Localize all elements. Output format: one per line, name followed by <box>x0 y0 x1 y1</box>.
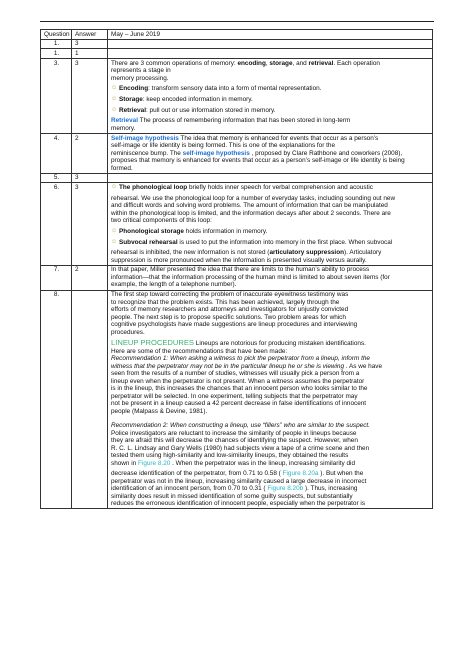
question-number: 1. <box>41 39 72 49</box>
text-line: not be present in a lineup caused a 42 percent decrease in false identifications of innocent <box>111 400 367 408</box>
text-line: perpetrator was not in the lineup, increasing similarity caused a large decrease in incorrect <box>111 477 367 485</box>
question-number: 3. <box>41 59 72 134</box>
table-row <box>41 59 433 134</box>
bullet-subvocal-rehearsal: ☺ Subvocal rehearsal is used to put the information into memory in the first place. When subvocal <box>111 238 393 246</box>
text-line: within the phonological loop is limited, and the information decays after about 2 seconds. There are <box>111 209 391 217</box>
question-number: 7. <box>41 265 72 290</box>
text-line: perpetrator will be selected. In one experiment, telling subjects that the perpetrator may <box>111 392 358 400</box>
text-line: proposes that memory is enhanced for events that occur as a person’s self-image or life identity is being <box>111 157 405 165</box>
question-number: 8. <box>41 290 72 509</box>
text-line: Here are some of the recommendations that have been made: <box>111 347 288 355</box>
text-line: information—that the information processing of the human mind is limited to about seven items (for <box>111 273 390 281</box>
bullet-retrieval: ☺ Retrieval: pull out or use information stored in memory. <box>111 106 276 114</box>
retrieval-definition: Retrieval The process of remembering information that has been stored in long-term <box>111 117 351 125</box>
memory-ops-text: There are 3 common operations of memory: encoding, storage, and retrieval. Each operation <box>111 59 380 67</box>
table-row <box>41 183 433 265</box>
explanation-cell <box>108 265 433 290</box>
explanation-cell <box>108 173 433 183</box>
top-rule <box>40 21 434 22</box>
answer-table <box>40 29 433 509</box>
text-line: Police investigators are reluctant to increase the similarity of people in lineups because <box>111 429 357 437</box>
answer-value <box>72 290 108 509</box>
table-row <box>41 290 433 509</box>
text-line: memory processing. <box>111 74 169 82</box>
explanation-cell <box>108 134 433 174</box>
figure-link[interactable]: Figure 8.20a <box>282 470 319 478</box>
recommendation-1: Recommendation 1: When asking a witness to pick the perpetrator from a lineup, inform the <box>111 355 370 363</box>
answer-value: 3 <box>72 173 108 183</box>
text-line: shown in Figure 8.20 . When the perpetrator was in the lineup, increasing similarity did <box>111 459 356 467</box>
answer-value: 3 <box>72 183 108 265</box>
answer-value: 3 <box>72 59 108 134</box>
text-line: R. C. L. Lindsay and Gary Wells (1980) had subjects view a tape of a crime scene and then <box>111 444 370 452</box>
text-line: represents a stage in <box>111 67 171 75</box>
text-line: they are afraid this will decrease the chances of identifying the suspect. However, when <box>111 437 358 445</box>
table-row <box>41 49 433 59</box>
header-answer: Answer <box>72 30 108 40</box>
explanation-cell <box>108 59 433 134</box>
text-line: example, the length of a telephone number). <box>111 281 237 289</box>
explanation-cell <box>108 183 433 265</box>
text-line: reduces the erroneous identification of innocent people, especially when the perpetrator is <box>111 500 366 508</box>
text-line: witness that the perpetrator may not be in the particular lineup he or she is viewing . As we have <box>111 362 383 370</box>
text-line: self-image or life identity is being formed. This is one of the explanations for the <box>111 142 336 150</box>
text-line: rehearsal. We use the phonological loop for a number of everyday tasks, including sounding out new <box>111 194 396 202</box>
bullet-encoding: ☺ Encoding: transform sensory data into a form of mental representation. <box>111 85 322 93</box>
recommendation-2: Recommendation 2: When constructing a lineup, use “fillers” who are similar to the suspect. <box>111 422 370 430</box>
text-line: In that paper, Miller presented the idea that there are limits to the human’s ability to process <box>111 266 370 274</box>
question-number: 4. <box>41 134 72 174</box>
text-line: people. The next step is to propose specific solutions. Two problem areas for which <box>111 313 346 321</box>
text-line: reminiscence bump. The self-image hypothesis , proposed by Clare Rathbone and coworkers (2008), <box>111 149 403 157</box>
explanation-cell <box>108 39 433 49</box>
text-line: seen from the results of a number of studies, witnesses will usually pick a person from a <box>111 370 360 378</box>
text-line: procedures. <box>111 328 145 336</box>
lineup-heading-line: LINEUP PROCEDURES Lineups are notorious for producing mistaken identifications. <box>111 338 366 348</box>
answer-value: 2 <box>72 265 108 290</box>
text-line: Self-image hypothesis The idea that memory is enhanced for events that occur as a person’s <box>111 134 379 142</box>
answer-value: 3 <box>72 39 108 49</box>
text-line: efforts of memory researchers and attorneys and investigators for unjustly convicted <box>111 306 349 314</box>
bullet-icon: ☺ <box>111 96 118 103</box>
explanation-cell <box>108 49 433 59</box>
table-row <box>41 134 433 174</box>
bullet-storage: ☺ Storage: keep encoded information in memory. <box>111 96 253 104</box>
question-number: 6. <box>41 183 72 265</box>
table-header-row <box>41 30 433 40</box>
bullet-icon: ☺ <box>111 238 118 245</box>
text-line: cognitive psychologists have made suggestions are lineup procedures and interviewing <box>111 321 358 329</box>
text-line: lineup even when the perpetrator is not present. When a witness assumes the perpetrator <box>111 377 365 385</box>
lineup-heading: LINEUP PROCEDURES <box>111 338 194 348</box>
bullet-icon: ☺ <box>111 106 118 113</box>
question-number: 1. <box>41 49 72 59</box>
text-line: suppression is more pronounced when the information is presented visually versus aurally. <box>111 256 367 264</box>
text-line: similarity does result in missed identification of some guilty suspects, but substantially <box>111 492 353 500</box>
bullet-icon: ☺ <box>111 227 118 234</box>
text-line: tested them using high-similarity and low-similarity lineups, they obtained the results <box>111 452 349 460</box>
bullet-phonological-loop: ☺ The phonological loop briefly holds inner speech for verbal comprehension and acoustic <box>111 183 373 191</box>
bullet-icon: ☺ <box>111 183 118 190</box>
header-session: May – June 2019 <box>108 30 433 40</box>
answer-value: 1 <box>72 49 108 59</box>
header-question: Question <box>41 30 72 40</box>
text-line: identification of an innocent person, from 0.70 to 0.31 ( Figure 8.20b ). Thus, increasing <box>111 485 358 493</box>
text-line: decrease identification of the perpetrator, from 0.71 to 0.58 ( Figure 8.20a ). But when the <box>111 470 364 478</box>
table-row <box>41 265 433 290</box>
table-row <box>41 173 433 183</box>
question-number: 5. <box>41 173 72 183</box>
text-line: and difficult words and solving word problems. The amount of information that can be manipulated <box>111 202 388 210</box>
text-line: to recognize that the problem exists. This has been achieved, largely through the <box>111 298 340 306</box>
text-line: The first step toward correcting the problem of inaccurate eyewitness testimony was <box>111 291 349 299</box>
text-line: rehearsal is inhibited, the new information is not stored (articulatory suppression). Articulatory <box>111 249 382 257</box>
text-line: two critical components of this loop: <box>111 217 212 225</box>
bullet-icon: ☺ <box>111 85 118 92</box>
answer-value: 2 <box>72 134 108 174</box>
text-line: is in the lineup, this increases the chances that an innocent person who looks similar to the <box>111 385 368 393</box>
text-line: people (Malpass & Devine, 1981). <box>111 407 208 415</box>
text-line: formed. <box>111 164 133 172</box>
table-row <box>41 39 433 49</box>
figure-link[interactable]: Figure 8.20b <box>267 485 304 493</box>
explanation-cell <box>108 290 433 509</box>
figure-link[interactable]: Figure 8.20 <box>138 459 171 467</box>
text-line: memory. <box>111 124 136 132</box>
bullet-phonological-storage: ☺ Phonological storage holds information in memory. <box>111 227 268 235</box>
